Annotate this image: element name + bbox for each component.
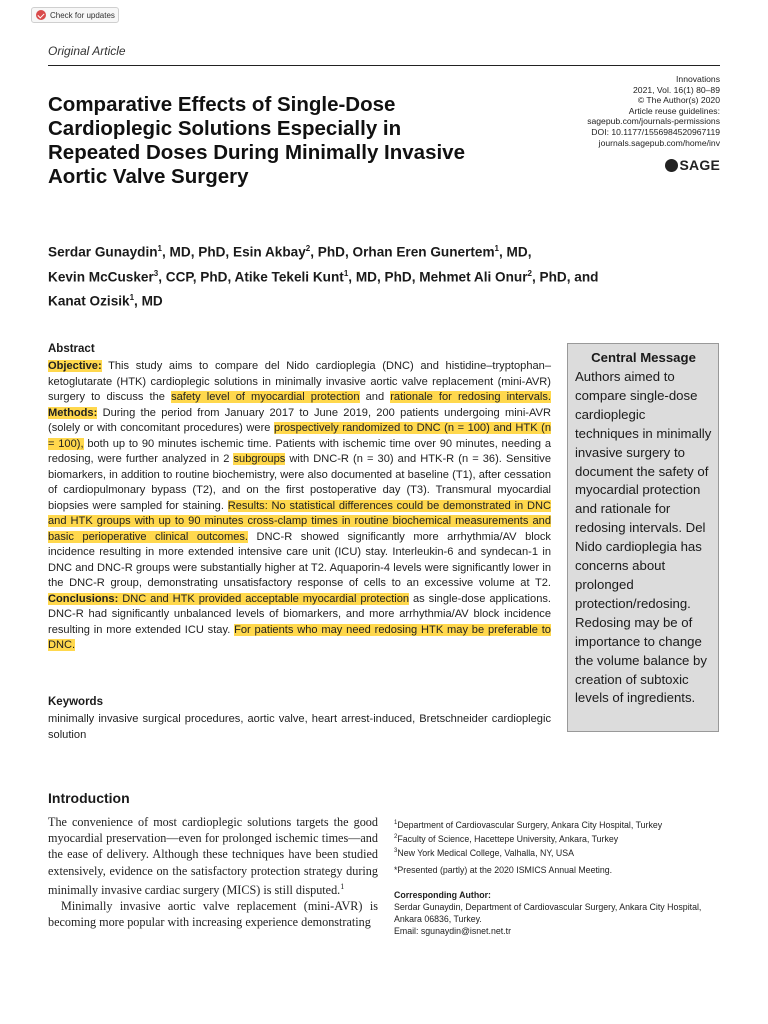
corresponding-heading: Corresponding Author: xyxy=(394,890,491,900)
highlight: Conclusions: xyxy=(48,592,119,605)
central-message-box xyxy=(567,343,719,732)
highlight: Methods: xyxy=(48,406,98,419)
doi-link[interactable]: DOI: 10.1177/1556984520967119 xyxy=(591,126,720,137)
highlight: Results: No statistical differences could be demonstrated in DNC and HTK groups with up to 90 minutes cross-clamp times in routine biochemical measurements and basic perioperative clinical outcomes. xyxy=(48,499,551,543)
highlight: DNC and HTK provided acceptable myocardial protection xyxy=(118,592,410,605)
abstract-heading: Abstract xyxy=(48,343,95,355)
check-updates-icon xyxy=(36,10,46,20)
author-name: Mehmet Ali Onur xyxy=(419,269,528,285)
introduction-heading: Introduction xyxy=(48,790,130,806)
author-list: Serdar Gunaydin$^1$, MD, PhD, Esin Akbay$^2$, PhD, Orhan Eren Gunertem$^1$, MD, Kevin McCusker$^3$, CCP, PhD, Atike Tekeli Kunt$^1$, MD, PhD, Mehmet Ali Onur$^2$, PhD, and Kanat Ozisik$^1$, MD xyxy=(48,244,599,309)
affiliation-item: $^2$Faculty of Science, Hacettepe University, Ankara, Turkey xyxy=(394,833,619,844)
author-name: Kevin McCusker xyxy=(48,269,154,285)
keywords-heading: Keywords xyxy=(48,696,103,708)
article-title: Comparative Effects of Single-Dose Cardioplegic Solutions Especially in Repeated Doses During Minimally Invasive Aortic Valve Surgery xyxy=(48,93,465,188)
corresponding-author xyxy=(394,889,720,937)
paragraph: The convenience of most cardioplegic solutions targets the good myocardial preservation—even for prolonged ischemic times—and the ease of delivery. Although these techniques have been studied extensively, evidence on the satisfactory protection strategy during minimally invasive cardiac surgery (MICS) is still disputed.$^1$ xyxy=(48,815,378,897)
keywords-list: minimally invasive surgical procedures, aortic valve, heart arrest-induced, Bretschneider cardioplegic solution xyxy=(48,713,551,741)
presented-note: *Presented (partly) at the 2020 ISMICS Annual Meeting. xyxy=(394,864,613,875)
reference-link[interactable]: 1 xyxy=(340,881,345,891)
reuse-label: Article reuse guidelines: xyxy=(628,105,720,116)
introduction-body xyxy=(48,814,378,930)
journal-info xyxy=(587,74,720,148)
author-name: Atike Tekeli Kunt xyxy=(234,269,344,285)
header-divider xyxy=(48,65,720,66)
affiliation-item: $^1$Department of Cardiovascular Surgery, Ankara City Hospital, Turkey xyxy=(394,819,663,830)
highlight: Objective: xyxy=(48,360,102,372)
article-type: Original Article xyxy=(48,44,126,58)
corresponding-address: Serdar Gunaydin, Department of Cardiovascular Surgery, Ankara City Hospital, Ankara 06836, Turkey. xyxy=(394,902,702,924)
highlight: prospectively randomized to DNC (n = 100) and HTK (n = 100), xyxy=(48,422,551,450)
central-message-title: Central Message xyxy=(591,350,696,365)
publisher-name: SAGE xyxy=(679,157,720,173)
check-for-updates-label: Check for updates xyxy=(50,10,115,20)
highlight: rationale for redosing intervals. xyxy=(390,391,551,403)
highlight: safety level of myocardial protection xyxy=(171,391,360,403)
publisher-logo xyxy=(665,157,720,173)
journal-home-link[interactable]: journals.sagepub.com/home/inv xyxy=(598,137,720,148)
highlight: subgroups xyxy=(233,453,286,465)
central-message-text: Authors aimed to compare single-dose cardioplegic techniques in minimally invasive surgery to document the safety of myocardial protection and rationale for redosing intervals. Del Nido cardioplegia has concerns about prolonged protection/redosing. Redosing may be of importance to change the volume balance by creation of subtoxic levels of ingredients. xyxy=(575,369,712,706)
journal-name: Innovations xyxy=(676,74,720,84)
abstract-body: Objective: This study aims to compare del Nido cardioplegia (DNC) and histidine–tryptophan–ketoglutarate (HTK) cardioplegic solutions in minimally invasive aortic valve replacement (mini-AVR) surgery to discuss the safety level of myocardial protection and rationale for redosing intervals. Methods: During the period from January 2017 to June 2019, 200 patients undergoing mini-AVR (solely or with concomitant procedures) were prospectively randomized to DNC (n = 100) and HTK (n = 100), both up to 90 minutes ischemic time. Patients with ischemic time over 90 minutes, needing a redosing, were further analyzed in 2 subgroups with DNC-R (n = 30) and HTK-R (n = 36). Sensitive biomarkers, in addition to routine biochemistry, were also documented at baseline (T1), after cessation of cardiopulmonary bypass (T2), and on the first postoperative day (T3). Transmural myocardial biopsies were sampled for staining. Results: No statistical differences could be demonstrated in DNC and HTK groups with up to 90 minutes cross-clamp times in routine biochemical measurements and basic perioperative clinical outcomes. DNC-R showed significantly more arrhythmia/AV block incidence resulting in more extended intensive care unit (ICU) stay. Interleukin-6 and syndecan-1 in DNC and DNC-R groups were substantially higher at T2. Aquaporin-4 levels were significantly lower in the DNC-R group, demonstrating unsatisfactory response of cells to an excessive volume at T2. Conclusions: DNC and HTK provided acceptable myocardial protection as single-dose applications. DNC-R had significantly unbalanced levels of biomarkers, and more arrhythmia/AV block incidence resulting in more extended ICU stay. For patients who may need redosing HTK may be preferable to DNC. xyxy=(48,360,551,651)
sage-logo-icon xyxy=(665,159,678,172)
check-for-updates-badge[interactable] xyxy=(31,7,119,23)
author-name: Kanat Ozisik xyxy=(48,293,130,309)
author-name: Serdar Gunaydin xyxy=(48,244,158,260)
author-name: Esin Akbay xyxy=(233,244,306,260)
affiliations xyxy=(394,817,720,876)
corresponding-email[interactable]: Email: sgunaydin@isnet.net.tr xyxy=(394,926,511,936)
affiliation-item: $^3$New York Medical College, Valhalla, NY, USA xyxy=(394,847,575,858)
author-name: Orhan Eren Gunertem xyxy=(352,244,495,260)
journal-volume: 2021, Vol. 16(1) 80–89 xyxy=(633,84,720,95)
journal-copyright: © The Author(s) 2020 xyxy=(637,95,720,106)
paragraph: Minimally invasive aortic valve replacement (mini-AVR) is becoming more popular with increasing experience demonstrating xyxy=(48,899,378,930)
highlight: For patients who may need redosing HTK may be preferable to DNC. xyxy=(48,623,551,651)
permissions-link[interactable]: sagepub.com/journals-permissions xyxy=(587,116,720,127)
